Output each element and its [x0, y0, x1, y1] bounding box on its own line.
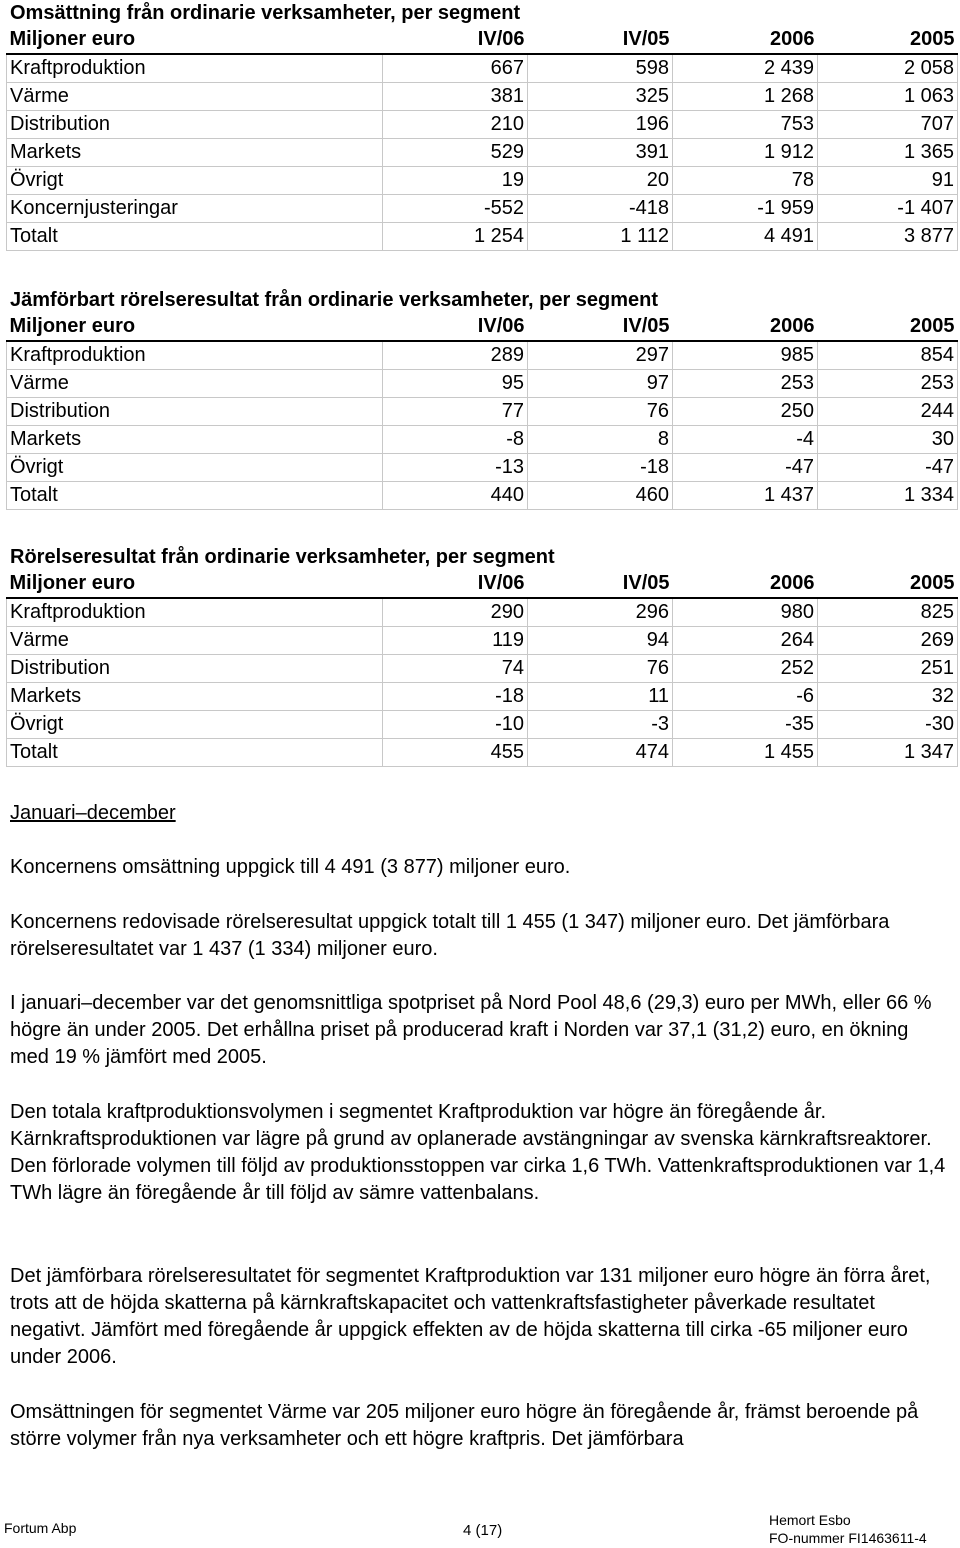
column-header-period: IV/06: [383, 26, 528, 54]
value-cell: -13: [383, 454, 528, 482]
row-label: Värme: [7, 83, 383, 111]
table-row: [7, 627, 958, 655]
value-cell: 297: [528, 341, 673, 370]
row-label: Markets: [7, 139, 383, 167]
value-cell: -1 959: [673, 195, 818, 223]
value-cell: 391: [528, 139, 673, 167]
row-label: Distribution: [7, 655, 383, 683]
value-cell: 325: [528, 83, 673, 111]
column-header-period: 2006: [673, 26, 818, 54]
value-cell: 32: [818, 683, 958, 711]
value-cell: -418: [528, 195, 673, 223]
footer-domicile: Hemort Esbo: [769, 1512, 851, 1528]
value-cell: -6: [673, 683, 818, 711]
value-cell: 440: [383, 482, 528, 510]
value-cell: 264: [673, 627, 818, 655]
value-cell: 289: [383, 341, 528, 370]
value-cell: -8: [383, 426, 528, 454]
value-cell: 119: [383, 627, 528, 655]
value-cell: 1 347: [818, 739, 958, 767]
paragraph-production-volume: Den totala kraftproduktionsvolymen i segmentet Kraftproduktion var högre än föregående år. Kärnkraftsproduktionen var lägre på grund av oplanerade avstängningar av svenska kärnkraftsreaktorer. Den förlorade volymen till följd av produktionsstoppen var cirka 1,6 TWh. Vattenkraftsproduktionen var 1,4 TWh lägre än föregående år till följd av sämre vattenbalans.: [10, 1101, 946, 1204]
row-label: Totalt: [7, 482, 383, 510]
value-cell: 529: [383, 139, 528, 167]
value-cell: 854: [818, 341, 958, 370]
table-header-row: [7, 570, 958, 598]
value-cell: 455: [383, 739, 528, 767]
value-cell: 8: [528, 426, 673, 454]
value-cell: -18: [528, 454, 673, 482]
paragraph-spot-price: I januari–december var det genomsnittliga spotpriset på Nord Pool 48,6 (29,3) euro per MWh, eller 66 % högre än under 2005. Det erhållna priset på producerad kraft i Norden var 37,1 (31,2) euro, en ökning med 19 % jämfört med 2005.: [10, 992, 932, 1068]
row-label: Koncernjusteringar: [7, 195, 383, 223]
row-label: Kraftproduktion: [7, 598, 383, 627]
table-row: [7, 139, 958, 167]
period-heading: Januari–december: [10, 802, 176, 824]
value-cell: 707: [818, 111, 958, 139]
value-cell: 210: [383, 111, 528, 139]
value-cell: 251: [818, 655, 958, 683]
table-row: [7, 111, 958, 139]
row-label: Övrigt: [7, 167, 383, 195]
value-cell: -552: [383, 195, 528, 223]
value-cell: 78: [673, 167, 818, 195]
value-cell: 598: [528, 54, 673, 83]
table-row: [7, 54, 958, 83]
row-label: Totalt: [7, 739, 383, 767]
column-header-period: 2005: [818, 570, 958, 598]
footer-registration-number: FO-nummer FI1463611-4: [769, 1530, 927, 1546]
value-cell: 2 058: [818, 54, 958, 83]
table-row: [7, 739, 958, 767]
row-label: Kraftproduktion: [7, 54, 383, 83]
value-cell: 19: [383, 167, 528, 195]
table-row: [7, 370, 958, 398]
row-label: Övrigt: [7, 711, 383, 739]
value-cell: 290: [383, 598, 528, 627]
value-cell: 3 877: [818, 223, 958, 251]
value-cell: 381: [383, 83, 528, 111]
value-cell: 76: [528, 398, 673, 426]
value-cell: 1 365: [818, 139, 958, 167]
operating-profit-table: [6, 570, 958, 767]
value-cell: 196: [528, 111, 673, 139]
value-cell: 95: [383, 370, 528, 398]
table-row: [7, 482, 958, 510]
value-cell: 11: [528, 683, 673, 711]
table-row: [7, 426, 958, 454]
table-row: [7, 195, 958, 223]
column-header-period: IV/05: [528, 26, 673, 54]
value-cell: -18: [383, 683, 528, 711]
column-header-period: IV/06: [383, 570, 528, 598]
footer-company: Fortum Abp: [4, 1520, 77, 1536]
value-cell: 1 112: [528, 223, 673, 251]
value-cell: 4 491: [673, 223, 818, 251]
value-cell: 30: [818, 426, 958, 454]
value-cell: -10: [383, 711, 528, 739]
value-cell: 1 437: [673, 482, 818, 510]
value-cell: 460: [528, 482, 673, 510]
paragraph-revenue: Koncernens omsättning uppgick till 4 491 (3 877) miljoner euro.: [10, 856, 571, 878]
value-cell: 985: [673, 341, 818, 370]
table-row: [7, 167, 958, 195]
column-header-period: 2006: [673, 313, 818, 341]
value-cell: -47: [818, 454, 958, 482]
paragraph-power-generation-result: Det jämförbara rörelseresultatet för segmentet Kraftproduktion var 131 miljoner euro högre än förra året, trots att de höjda skatterna på kärnkraftskapacitet och vattenkraftsfastigheter påverkade resultatet negativt. Jämfört med föregående år uppgick effekten av de höjda skatterna till cirka -65 miljoner euro under 2006.: [10, 1265, 931, 1368]
table-1-title: Omsättning från ordinarie verksamheter, per segment: [10, 2, 521, 24]
value-cell: -4: [673, 426, 818, 454]
value-cell: 76: [528, 655, 673, 683]
row-label: Markets: [7, 426, 383, 454]
table-header-row: [7, 26, 958, 54]
footer-page-number: 4 (17): [463, 1522, 503, 1539]
table-3-title: Rörelseresultat från ordinarie verksamheter, per segment: [10, 546, 555, 568]
value-cell: 1 254: [383, 223, 528, 251]
column-header-unit: Miljoner euro: [7, 26, 383, 54]
value-cell: 91: [818, 167, 958, 195]
value-cell: 250: [673, 398, 818, 426]
comparable-operating-profit-table: [6, 313, 958, 510]
row-label: Totalt: [7, 223, 383, 251]
value-cell: 825: [818, 598, 958, 627]
column-header-period: 2005: [818, 313, 958, 341]
table-2-title: Jämförbart rörelseresultat från ordinarie verksamheter, per segment: [10, 289, 659, 311]
table-row: [7, 398, 958, 426]
value-cell: 252: [673, 655, 818, 683]
table-row: [7, 655, 958, 683]
value-cell: -3: [528, 711, 673, 739]
row-label: Kraftproduktion: [7, 341, 383, 370]
table-row: [7, 598, 958, 627]
value-cell: -47: [673, 454, 818, 482]
column-header-period: IV/06: [383, 313, 528, 341]
value-cell: 474: [528, 739, 673, 767]
value-cell: 253: [818, 370, 958, 398]
row-label: Distribution: [7, 398, 383, 426]
value-cell: 97: [528, 370, 673, 398]
value-cell: 1 912: [673, 139, 818, 167]
value-cell: -35: [673, 711, 818, 739]
column-header-period: IV/05: [528, 570, 673, 598]
value-cell: 667: [383, 54, 528, 83]
value-cell: 1 063: [818, 83, 958, 111]
column-header-period: 2006: [673, 570, 818, 598]
value-cell: 20: [528, 167, 673, 195]
column-header-unit: Miljoner euro: [7, 313, 383, 341]
table-row: [7, 711, 958, 739]
table-row: [7, 83, 958, 111]
value-cell: -1 407: [818, 195, 958, 223]
value-cell: 1 334: [818, 482, 958, 510]
value-cell: 980: [673, 598, 818, 627]
value-cell: 1 268: [673, 83, 818, 111]
value-cell: 753: [673, 111, 818, 139]
value-cell: 1 455: [673, 739, 818, 767]
value-cell: 269: [818, 627, 958, 655]
value-cell: 244: [818, 398, 958, 426]
row-label: Markets: [7, 683, 383, 711]
row-label: Värme: [7, 370, 383, 398]
value-cell: 74: [383, 655, 528, 683]
value-cell: -30: [818, 711, 958, 739]
paragraph-operating-profit: Koncernens redovisade rörelseresultat uppgick totalt till 1 455 (1 347) miljoner euro. Det jämförbara rörelseresultatet var 1 437 (1 334) miljoner euro.: [10, 911, 890, 960]
row-label: Övrigt: [7, 454, 383, 482]
column-header-period: IV/05: [528, 313, 673, 341]
value-cell: 77: [383, 398, 528, 426]
value-cell: 94: [528, 627, 673, 655]
row-label: Distribution: [7, 111, 383, 139]
table-row: [7, 454, 958, 482]
table-row: [7, 683, 958, 711]
revenue-table: [6, 26, 958, 251]
column-header-unit: Miljoner euro: [7, 570, 383, 598]
paragraph-heat-segment: Omsättningen för segmentet Värme var 205 miljoner euro högre än föregående år, främst beroende på större volymer från nya verksamheter och ett högre kraftpris. Det jämförbara: [10, 1401, 919, 1450]
table-header-row: [7, 313, 958, 341]
value-cell: 2 439: [673, 54, 818, 83]
table-row: [7, 341, 958, 370]
row-label: Värme: [7, 627, 383, 655]
table-row: [7, 223, 958, 251]
column-header-period: 2005: [818, 26, 958, 54]
value-cell: 253: [673, 370, 818, 398]
value-cell: 296: [528, 598, 673, 627]
